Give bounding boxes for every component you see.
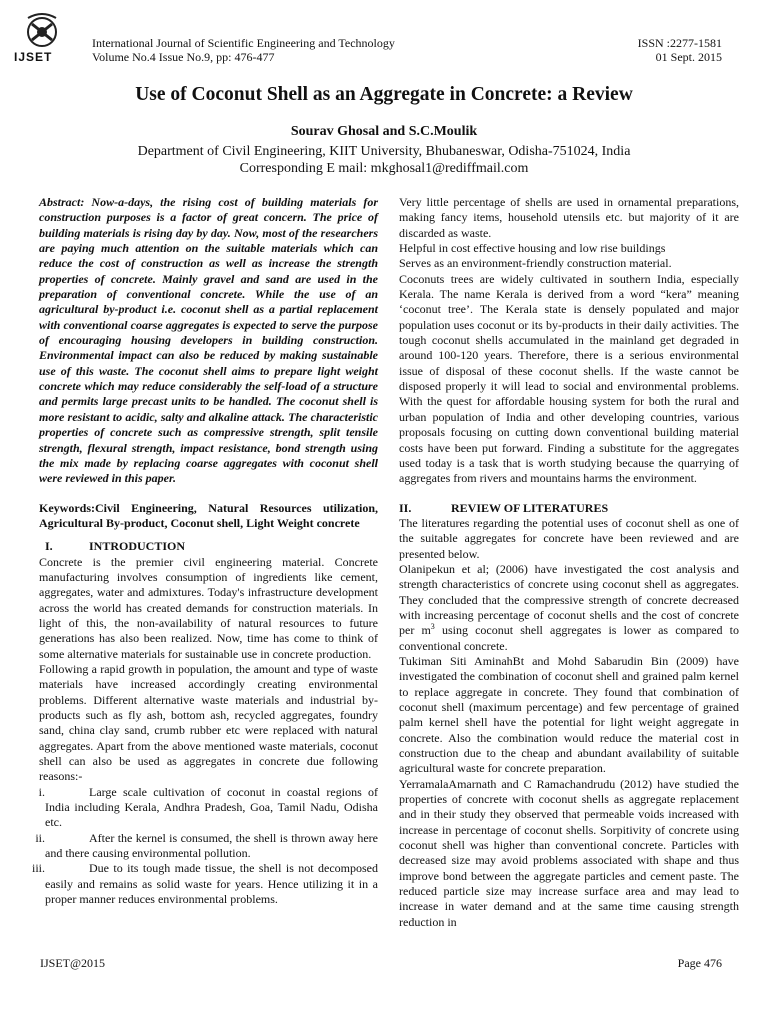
keywords: Keywords:Civil Engineering, Natural Resources utilization, Agricultural By-product, Coconut shell, Light Weight concrete [39,500,378,530]
review-paragraph-3: Tukiman Siti AminahBt and Mohd Sabarudin Bin (2009) have investigated the combination of coconut shell and grained palm kernel to replace aggregate in concrete. They found that combination of coconut shell (maximum percentage) and few percentage of grained palm kernel shell have the potential for light weight aggregate in concrete. Also the combination would reduce the material cost in construction due to the cheap and abundant availability of suitable agricultural waste for concrete preparation. [399,653,739,776]
author-affiliation-block [0,143,768,177]
section-title: INTRODUCTION [89,539,186,554]
section-title: REVIEW OF LITERATURES [451,500,609,515]
review-paragraph-4: YerramalaAmarnath and C Ramachandrudu (2012) have studied the properties of concrete with coconut shells as aggregate replacement and in their study they observed that permeable voids increased with increase in percentage of coconut shells. Sorpitivity of concrete using coconut shell was higher than conventional concrete. Particles with decreased size may avoid problems associated with shape and thus improve bond between the aggregate particles and cement paste. The reduced particle size may increase surface area and may lead to increase in water demand and at the same time causing strength reduction in [399,776,739,929]
journal-logo [10,12,74,64]
right-column [399,195,739,930]
footer-copyright: IJSET@2015 [40,956,106,970]
corresponding-email: Corresponding E mail: mkghosal1@rediffmail.com [239,161,529,176]
intro-paragraph-1: Concrete is the premier civil engineering material. Concrete manufacturing involves consumption of ingredients like cement, aggregates, water and admixtures. Today's infrastructure development across the world has created demands for construction materials. In light of this, the non-availability of natural resources to future generations has also been realized. Now, time has come to think of some alternative materials for sustainable use in concrete production. [39,554,378,661]
issn: ISSN :2277-1581 [637,36,722,50]
review-paragraph-1: The literatures regarding the potential uses of coconut shell as one of the suitable aggregates for concrete have been reviewed and are presented below. [399,515,739,561]
list-item [39,785,378,831]
intro-paragraph-2: Following a rapid growth in population, the amount and type of waste materials have increased accordingly creating environmental problems. Different alternative waste materials and industrial by-products such as fly ash, bottom ash, recycled aggregates, foundry sand, china clay sand, crumb rubber etc were replaced with natural aggregates. Apart from the above mentioned waste materials, coconut shell can also be used as aggregates in concrete due following reasons:- [39,661,378,784]
abstract: Abstract: Now-a-days, the rising cost of building materials for construction purposes is a factor of great concern. The price of building materials is rising day by day. Now, most of the researchers are paying much attention on the suitable materials which can reduce the cost of construction as well as increase the strength properties of concrete. Mainly gravel and sand are used in the preparation of conventional concrete. While the use of an agricultural by-product i.e. coconut shell as a partial replacement with conventional coarse aggregates is expected to serve the purpose of encouraging housing developers in building construction. Environmental impact can also be reduced by making sustainable use of this waste. The coconut shell aims to prepare light weight concrete which may reduce considerably the self-load of a structure and permits large precast units to be handled. The coconut shell is more resistant to acidic, salty and alkaline attack. The characteristic properties of concrete such as compressive strength, split tensile strength, flexural strength, impact resistance, bond strength using the mix made by replacing coarse aggregates with coconut shell were reviewed in this paper. [39,195,378,486]
journal-volume: Volume No.4 Issue No.9, pp: 476-477 [92,50,275,64]
paper-title: Use of Coconut Shell as an Aggregate in Concrete: a Review [135,84,633,105]
journal-name: International Journal of Scientific Engineering and Technology [92,36,395,50]
review-paragraph-2 [399,562,739,654]
list-item [35,830,378,862]
review-text: Olanipekun et al; (2006) have investigated the cost analysis and strength characteristics of concrete using coconut shell as aggregates. They concluded that the compressive strength of concrete decreased with increasing percentage of coconut shells and the cost of concrete per m [399,561,739,638]
list-number: ii. [35,830,45,845]
logo-text: IJSET [14,50,53,64]
list-number: iii. [31,861,45,876]
paper-authors: Sourav Ghosal and S.C.Moulik [290,124,478,139]
left-column [31,195,378,907]
reasons-paragraph-3: Serves as an environment-friendly construction material. [399,256,672,271]
journal-issn-block [638,36,722,64]
page-number: Page 476 [677,956,722,970]
list-item [31,861,378,907]
list-number: i. [38,784,45,799]
section-number: I. [45,539,53,554]
reasons-paragraph-1: Very little percentage of shells are used in ornamental preparations, making fancy items, household utensils etc. but majority of it are discarded as waste. [399,195,739,240]
reasons-paragraph-2: Helpful in cost effective housing and low rise buildings [399,241,666,256]
journal-info [92,36,395,64]
list-text: Large scale cultivation of coconut in coastal regions of India including Kerala, Andhra Pradesh, Goa, Tamil Nadu, Odisha etc. [45,784,378,830]
section-number: II. [399,500,412,515]
section-heading-introduction [39,539,378,554]
issue-date: 01 Sept. 2015 [655,50,722,64]
review-text: using coconut shell aggregates is lower as compared to conventional concrete. [399,623,739,653]
section-heading-review [399,501,739,516]
list-text: Due to its tough made tissue, the shell is not decomposed easily and remains as solid waste for years. Hence utilizing it in a proper manner reduces environmental problems. [45,861,378,907]
superscript: 3 [430,622,435,632]
list-text: After the kernel is consumed, the shell is thrown away here and there causing environmental pollution. [45,830,378,861]
affiliation: Department of Civil Engineering, KIIT University, Bhubaneswar, Odisha-751024, India [137,144,631,159]
reasons-paragraph-4: Coconuts trees are widely cultivated in southern India, especially Kerala. The name Kerala is derived from a word “kera” meaning ‘coconut tree’. The Kerala state is densely populated and major population uses coconut or its by-products in their daily activities. The tough coconut shells accumulated in the mainland get degraded in around 100-120 years. Therefore, there is a serious environmental issue of disposal of these coconut shells. If the waste cannot be disposed properly it will lead to social and environmental problems. With the quest for affordable housing system for both the rural and urban population of India and other developing countries, various proposals focusing on cutting down conventional building material costs have been put forward. Finding a substitute for the aggregates used today is a task that is worth studying because the quarrying of aggregates from rivers and mountains harms the environment. [399,271,739,486]
